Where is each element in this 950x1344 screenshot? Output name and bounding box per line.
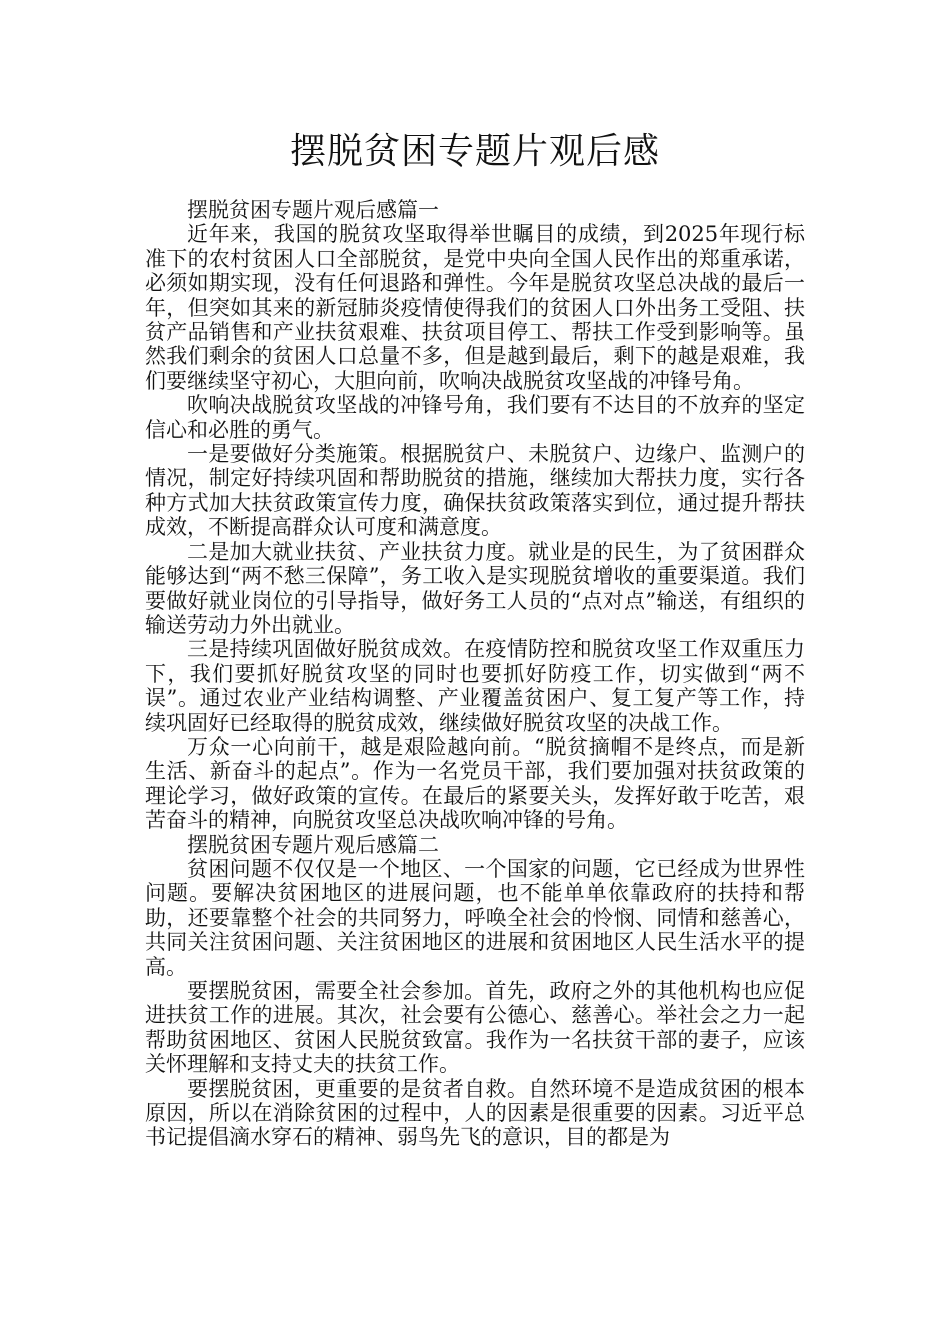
paragraph: 二是加大就业扶贫、产业扶贫力度。就业是的民生，为了贫困群众能够达到“两不愁三保障”，务工收入是实现脱贫增收的重要渠道。我们要做好就业岗位的引导指导，做好务工人员的“点对点”输送，有组织的输送劳动力外出就业。 [145, 539, 805, 637]
paragraph: 要摆脱贫困，更重要的是贫者自救。自然环境不是造成贫困的根本原因，所以在消除贫困的过程中，人的因素是很重要的因素。习近平总书记提倡滴水穿石的精神、弱鸟先飞的意识，目的都是为 [145, 1076, 805, 1150]
paragraph: 三是持续巩固做好脱贫成效。在疫情防控和脱贫攻坚工作双重压力下，我们要抓好脱贫攻坚的同时也要抓好防疫工作，切实做到“两不误”。通过农业产业结构调整、产业覆盖贫困户、复工复产等工作，持续巩固好已经取得的脱贫成效，继续做好脱贫攻坚的决战工作。 [145, 637, 805, 735]
paragraph: 一是要做好分类施策。根据脱贫户、未脱贫户、边缘户、监测户的情况，制定好持续巩固和帮助脱贫的措施，继续加大帮扶力度，实行各种方式加大扶贫政策宣传力度，确保扶贫政策落实到位，通过提升帮扶成效，不断提高群众认可度和满意度。 [145, 442, 805, 540]
document-page [145, 0, 805, 1150]
section-heading-2: 摆脱贫困专题片观后感篇二 [187, 832, 439, 857]
paragraph: 万众一心向前干，越是艰险越向前。“脱贫摘帽不是终点，而是新生活、新奋斗的起点”。作为一名党员干部，我们要加强对扶贫政策的理论学习，做好政策的宣传。在最后的紧要关头，发挥好敢于吃苦，艰苦奋斗的精神，向脱贫攻坚总决战吹响冲锋的号角。 [145, 734, 805, 833]
paragraph: 要摆脱贫困，需要全社会参加。首先，政府之外的其他机构也应促进扶贫工作的进展。其次，社会要有公德心、慈善心。举社会之力一起帮助贫困地区、贫困人民脱贫致富。我作为一名扶贫干部的妻子，应该关怀理解和支持丈夫的扶贫工作。 [145, 979, 805, 1077]
section-heading-1: 摆脱贫困专题片观后感篇一 [187, 198, 439, 222]
paragraph: 吹响决战脱贫攻坚战的冲锋号角，我们要有不达目的不放弃的坚定信心和必胜的勇气。 [145, 393, 805, 442]
paragraph: 近年来，我国的脱贫攻坚取得举世瞩目的成绩，到2025年现行标准下的农村贫困人口全部脱贫，是党中央向全国人民作出的郑重承诺，必须如期实现，没有任何退路和弹性。今年是脱贫攻坚总决战的最后一年，但突如其来的新冠肺炎疫情使得我们的贫困人口外出务工受阻、扶贫产品销售和产业扶贫艰难、扶贫项目停工、帮扶工作受到影响等。虽然我们剩余的贫困人口总量不多，但是越到最后，剩下的越是艰难，我们要继续坚守初心，大胆向前，吹响决战脱贫攻坚战的冲锋号角。 [145, 222, 805, 393]
paragraph: 贫困问题不仅仅是一个地区、一个国家的问题，它已经成为世界性问题。要解决贫困地区的进展问题，也不能单单依靠政府的扶持和帮助，还要靠整个社会的共同努力，呼唤全社会的怜悯、同情和慈善心，共同关注贫困问题、关注贫困地区的进展和贫困地区人民生活水平的提高。 [145, 856, 805, 979]
document-title: 摆脱贫困专题片观后感 [289, 131, 660, 172]
document-body [145, 198, 805, 1150]
